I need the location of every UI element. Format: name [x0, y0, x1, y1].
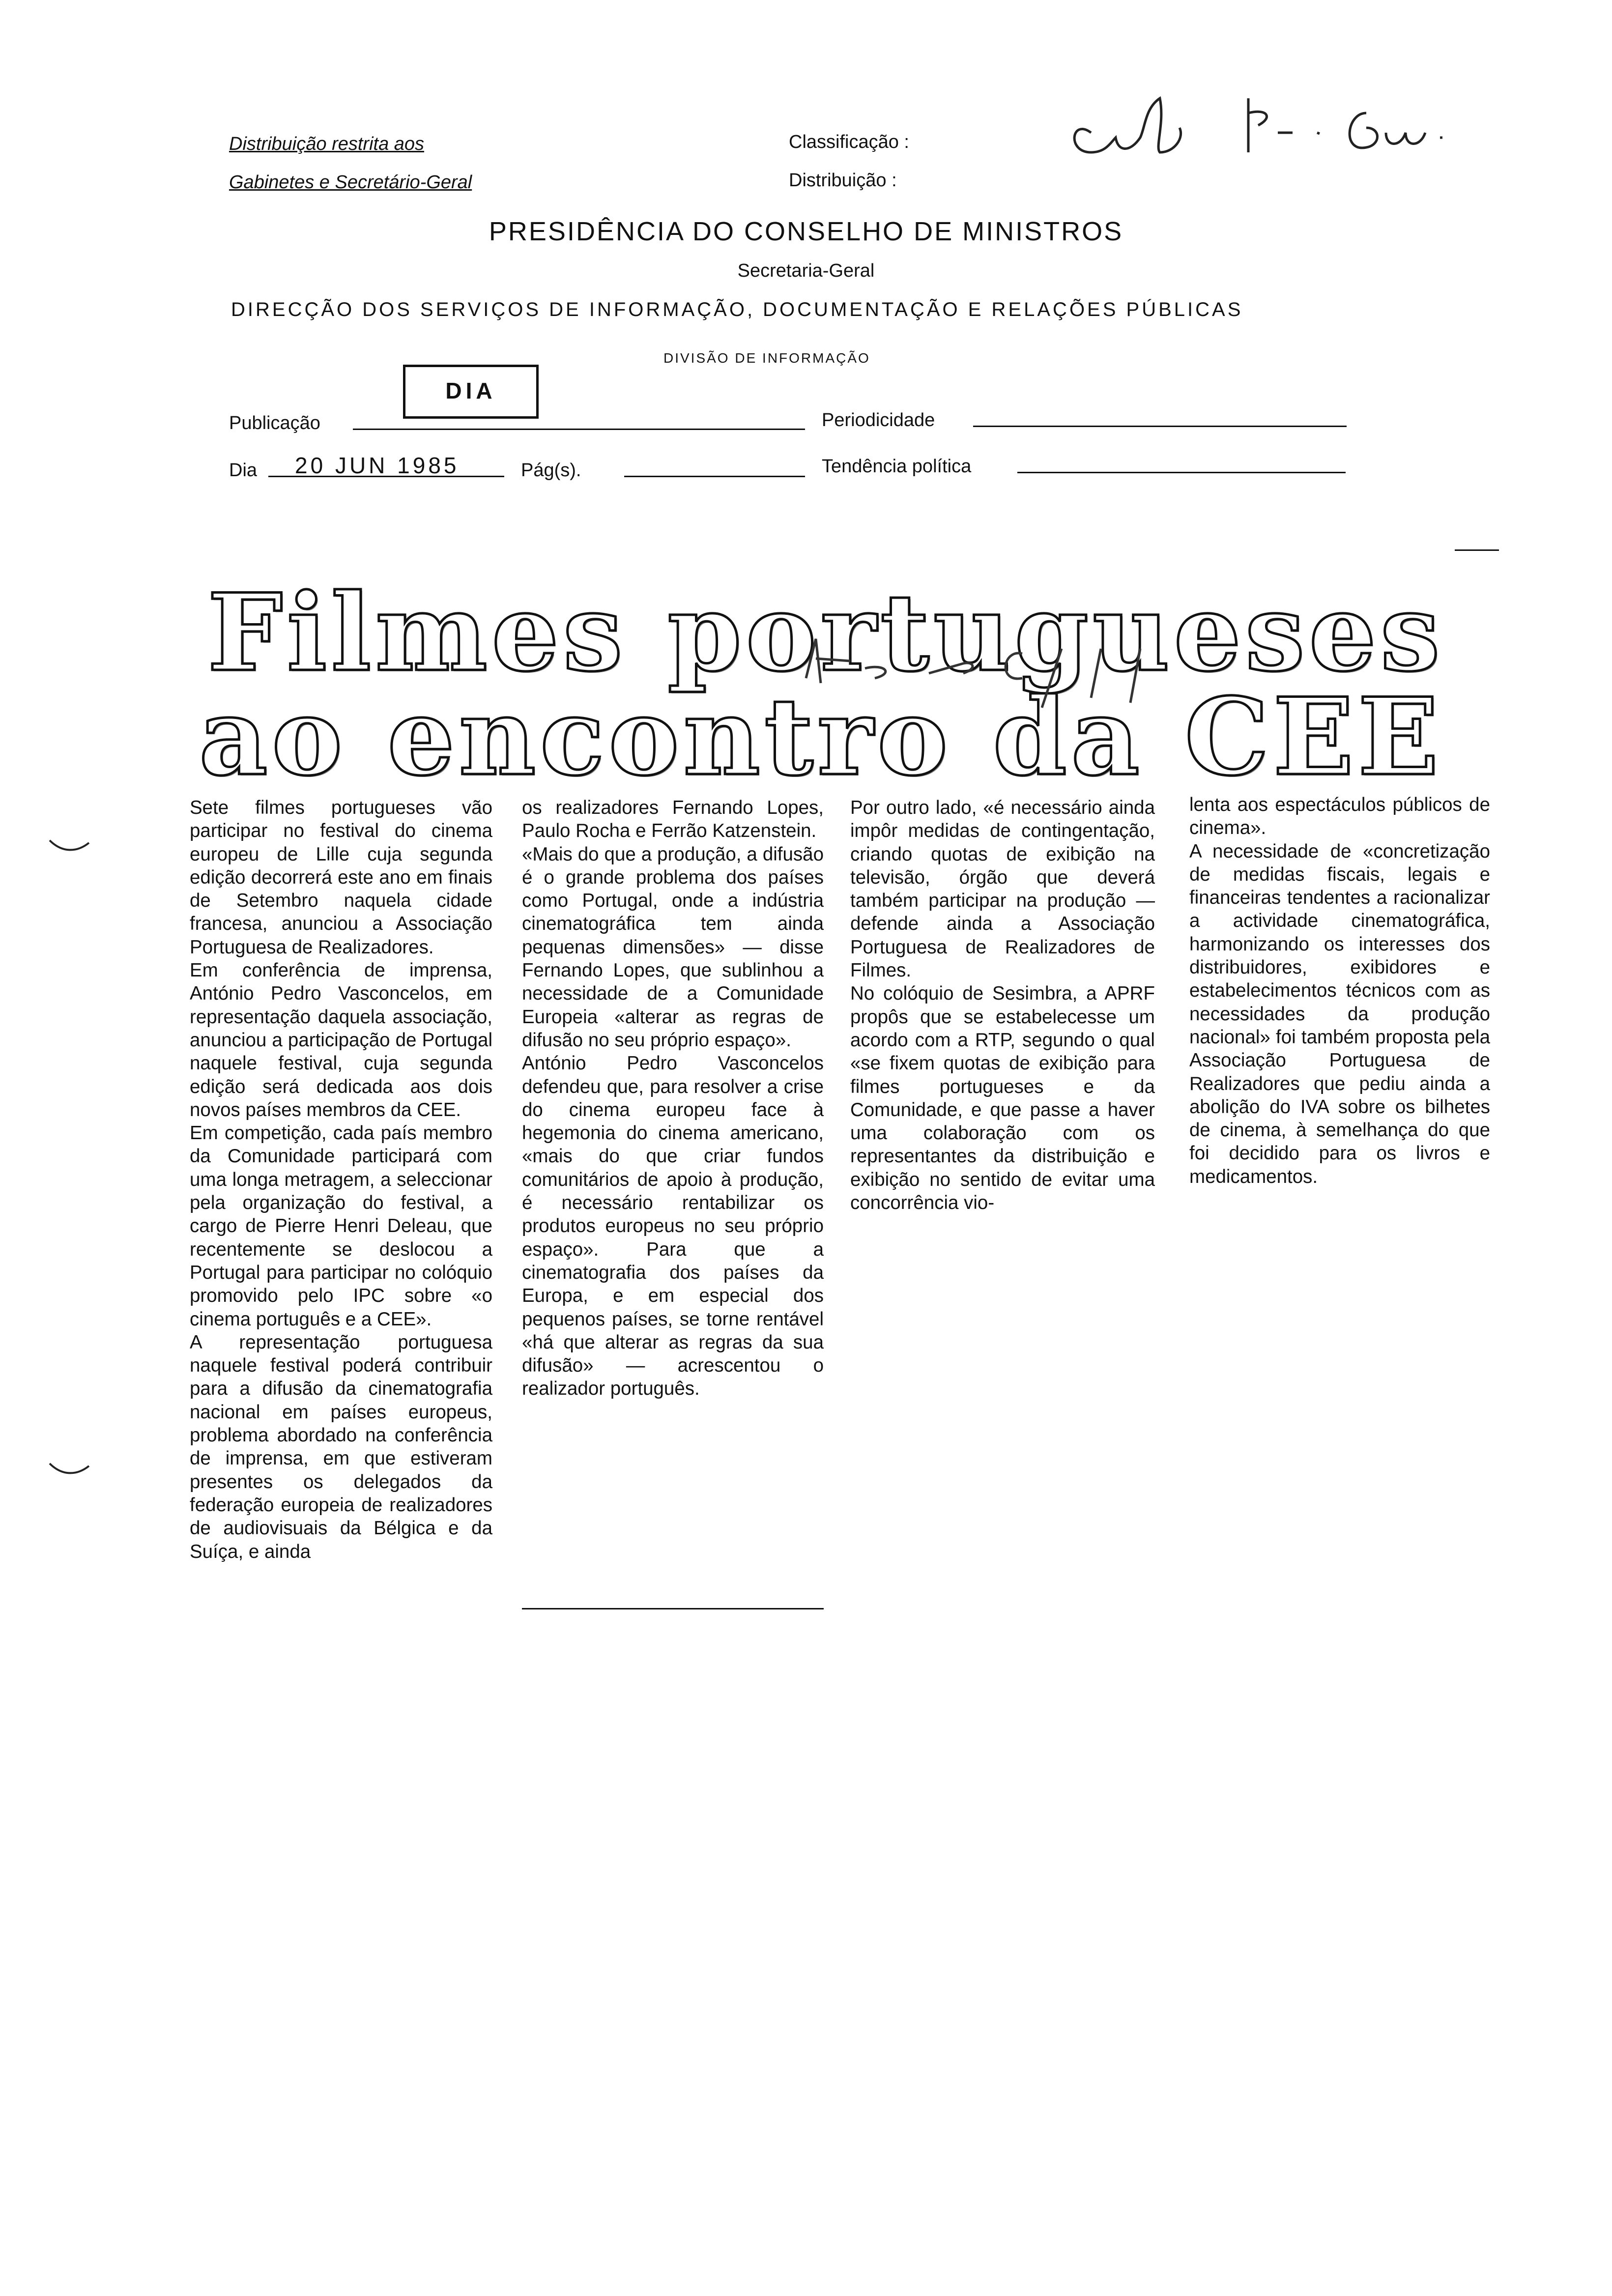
publication-stamp: DIA [403, 365, 539, 419]
secretaria-subtitle: Secretaria-Geral [737, 260, 875, 281]
margin-mark-1 [47, 835, 91, 855]
article-column-3: Por outro lado, «é necessário ainda impôr medidas de contingentação, criando quotas de exibição na televisão, órgão que deverá também participar na produção — defende ainda a Associação Portuguesa de Realizadores de Filmes. No colóquio de Sesimbra, a APRF propôs que se estabelecesse um acordo com a RTP, segundo o qual «se fixem quotas de exibição para filmes portugueses e da Comunidade, e que passe a haver uma colaboração com os representantes da distribuição e exibição no sentido de evitar uma concorrência vio- [850, 797, 1155, 1214]
presidency-title: PRESIDÊNCIA DO CONSELHO DE MINISTROS [489, 217, 1123, 246]
direccao-line: DIRECÇÃO DOS SERVIÇOS DE INFORMAÇÃO, DOCUMENTAÇÃO E RELAÇÕES PÚBLICAS [231, 299, 1243, 320]
pags-line [624, 476, 805, 477]
distribuicao-label: Distribuição : [789, 170, 897, 191]
tendencia-line [1017, 472, 1346, 473]
restricted-distribution-line1: Distribuição restrita aos [229, 134, 425, 154]
margin-rule [1455, 549, 1499, 551]
article-column-1: Sete filmes portugueses vão participar no festival do cinema europeu de Lille cuja segunda edição decorrerá este ano em finais de Setembro naquela cidade francesa, anunciou a Associação Portuguesa de Realizadores. Em conferência de imprensa, António Pedro Vasconcelos, em representação daquela associação, anunciou a participação de Portugal naquele festival, cuja segunda edição será dedicada aos dois novos países membros da CEE. Em competição, cada país membro da Comunidade participará com uma longa metragem, a seleccionar pela organização do festival, a cargo de Pierre Henri Deleau, que recentemente se deslocou a Portugal para participar no colóquio promovido pelo IPC sobre «o cinema português e a CEE». A representação portuguesa naquele festival poderá contribuir para a difusão da cinematografia nacional em países europeus, problema abordado na conferência de imprensa, em que estiveram presentes os delegados da federação europeia de realizadores de audiovisuais da Bélgica e da Suíça, e ainda [190, 797, 492, 1562]
article-column-4: lenta aos espectáculos públicos de cinema». A necessidade de «concretização de medidas fiscais, legais e financeiras tendentes a racionalizar a actividade cinematográfica, harmonizando os interesses dos distribuidores, exibidores e estabelecimentos técnicos com as necessidades da produção nacional» foi também proposta pela Associação Portuguesa de Realizadores que pediu ainda a abolição do IVA sobre os bilhetes de cinema, à semelhança do que foi decidido para os livros e medicamentos. [1189, 794, 1490, 1187]
handwritten-annotation [1062, 79, 1465, 177]
end-of-article-rule [522, 1608, 824, 1609]
article-headline-line1: Filmes portugueses [207, 570, 1444, 695]
publicacao-line [353, 429, 805, 430]
article-column-2: os realizadores Fernando Lopes, Paulo Rocha e Ferrão Katzenstein. «Mais do que a produção, a difusão é o grande problema dos países como Portugal, onde a indústria cinematográfica tem ainda pequenas dimensões» — disse Fernando Lopes, que sublinhou a necessidade de a Comunidade Europeia «alterar as regras de difusão no seu próprio espaço». António Pedro Vasconcelos defendeu que, para resolver a crise do cinema europeu face à hegemonia do cinema americano, «mais do que criar fundos comunitários de apoio à produção, é necessário rentabilizar os produtos europeus no seu próprio espaço». Para que a cinematografia dos países da Europa, e em especial dos pequenos países, se torne rentável «há que alterar as regras da sua difusão» — acrescentou o realizador português. [522, 797, 824, 1400]
margin-mark-2 [47, 1459, 91, 1478]
tendencia-label: Tendência política [822, 456, 972, 477]
date-stamp: 20 JUN 1985 [295, 453, 460, 478]
classificacao-label: Classificação : [789, 132, 909, 152]
publicacao-label: Publicação [229, 413, 320, 433]
article-headline-line2: ao encontro da CEE [199, 674, 1443, 799]
periodicidade-label: Periodicidade [822, 410, 935, 430]
divisao-line: DIVISÃO DE INFORMAÇÃO [663, 350, 870, 366]
periodicidade-line [973, 426, 1347, 427]
restricted-distribution-line2: Gabinetes e Secretário-Geral [229, 172, 472, 193]
dia-label: Dia [229, 460, 258, 481]
handwritten-scribble-headline [767, 619, 1229, 727]
pags-label: Pág(s). [521, 460, 581, 481]
